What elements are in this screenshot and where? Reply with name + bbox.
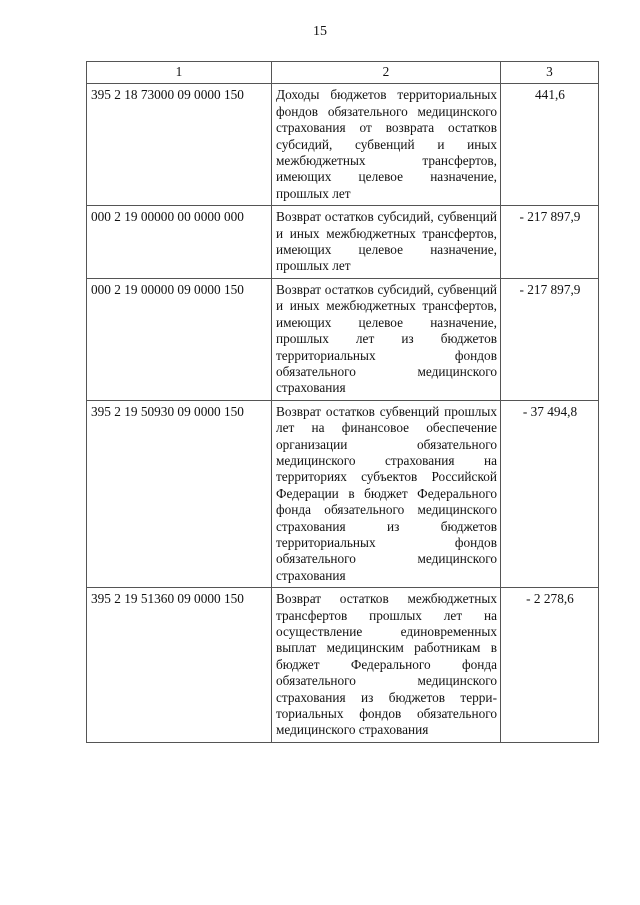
budget-code-cell: 395 2 18 73000 09 0000 150 [87, 84, 272, 206]
amount-cell: - 37 494,8 [501, 400, 599, 587]
table-header-row [87, 62, 599, 84]
table-row [87, 84, 599, 206]
column-header-description: 2 [272, 62, 501, 84]
amount-cell: - 217 897,9 [501, 206, 599, 279]
description-cell: Возврат остатков субсидий, субвенций и иных межбюджетных трансфертов, имеющих целевое назначение, прошлых лет из бюджетов территориальных фондов обязательного медицинского страхования [272, 278, 501, 400]
amount-cell: - 217 897,9 [501, 278, 599, 400]
budget-code-cell: 000 2 19 00000 09 0000 150 [87, 278, 272, 400]
column-header-amount: 3 [501, 62, 599, 84]
budget-code-cell: 000 2 19 00000 00 0000 000 [87, 206, 272, 279]
amount-cell: 441,6 [501, 84, 599, 206]
description-cell: Доходы бюджетов территориальных фондов обязательного медицинского страхования от возврата остатков субсидий, субвенций и иных межбюджетных трансфертов, имеющих целевое назначение, прошлых лет [272, 84, 501, 206]
description-cell: Возврат остатков субвенций прошлых лет на финансовое обеспечение организации обязательного медицинского страхования на территориях субъектов Российской Федерации в бюджет Федерального фонда обязательного медицинского страхования из бюджетов территориальных фондов обязательного медицинского страхования [272, 400, 501, 587]
budget-code-cell: 395 2 19 51360 09 0000 150 [87, 588, 272, 743]
budget-code-cell: 395 2 19 50930 09 0000 150 [87, 400, 272, 587]
table-row [87, 278, 599, 400]
description-cell: Возврат остатков межбюджетных трансфертов прошлых лет на осуществление единовременных выплат медицинским работникам в бюджет Федерального фонда обязательного медицинского страхования из бюджетов территориальных фондов обязательного медицинского страхования [272, 588, 501, 743]
description-cell: Возврат остатков субсидий, субвенций и иных межбюджетных трансфертов, имеющих целевое назначение, прошлых лет [272, 206, 501, 279]
column-header-code: 1 [87, 62, 272, 84]
table-row [87, 400, 599, 587]
amount-cell: - 2 278,6 [501, 588, 599, 743]
budget-revenue-table [86, 61, 599, 743]
page-number: 15 [313, 24, 327, 39]
table-row [87, 588, 599, 743]
table-row [87, 206, 599, 279]
